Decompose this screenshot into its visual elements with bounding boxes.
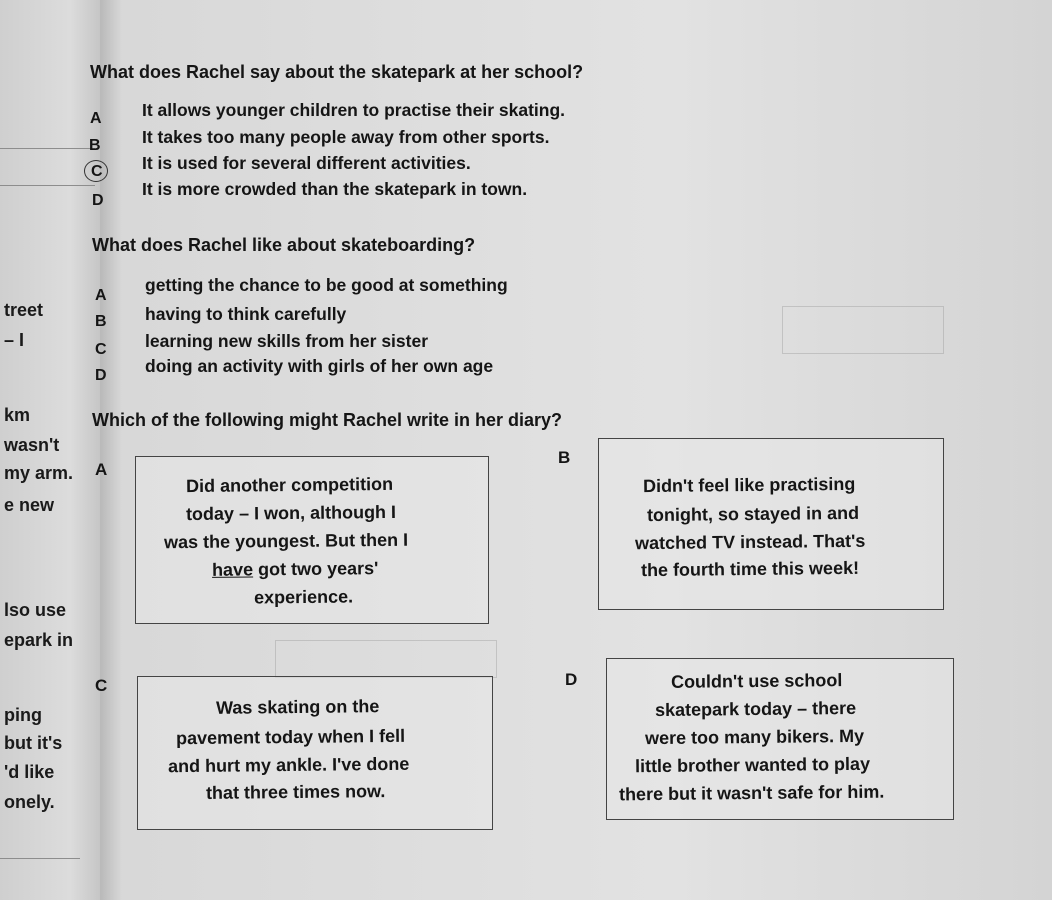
diary-c-line: Was skating on the [215,696,380,718]
left-page-rule [0,148,95,149]
diary-option-a-letter: A [95,460,108,479]
q1-option-a[interactable]: It allows younger children to practise their skating. [142,100,566,120]
left-page-fragment: onely. [4,792,55,812]
left-page-fragment: treet [4,300,44,320]
left-page-fragment: ping [4,705,42,725]
left-page-fragment: my arm. [4,463,74,483]
q2-option-a[interactable]: getting the chance to be good at something [145,275,508,295]
underlined-word: have [211,559,254,580]
diary-b-line: the fourth time this week! [640,557,860,581]
diary-a-line: experience. [253,586,354,608]
diary-a-line: today – I won, although I [185,501,397,525]
diary-option-d-letter: D [565,670,578,689]
q1-option-d-letter: D [92,192,104,209]
show-through-box [275,640,497,678]
diary-d-line: skatepark today – there [654,697,857,721]
diary-c-line: that three times now. [205,781,386,803]
left-page-fragment: wasn't [4,435,60,455]
q2-option-b[interactable]: having to think carefully [145,304,347,324]
diary-option-a-box[interactable] [135,456,489,624]
left-page-fragment: e new [4,495,55,515]
diary-a-line-4-rest: got two years' [257,558,379,580]
left-page-fragment: km [4,405,31,425]
diary-option-b-box[interactable] [598,438,944,610]
left-page-fragment: but it's [4,733,63,753]
left-page-fragment: 'd like [4,762,55,782]
q1-option-a-letter: A [90,110,102,127]
question-1-text: What does Rachel say about the skatepark at her school? [90,62,584,82]
q1-option-b-letter: B [89,137,101,154]
q1-option-d[interactable]: It is more crowded than the skatepark in town. [142,179,528,199]
diary-d-line: Couldn't use school [670,670,843,692]
diary-c-line: and hurt my ankle. I've done [167,753,410,777]
diary-a-line-4 [212,554,379,584]
q2-option-c-letter: C [95,341,107,358]
diary-d-line: there but it wasn't safe for him. [618,781,885,805]
diary-b-line: watched TV instead. That's [634,530,866,554]
left-page-fragment: – I [4,330,25,350]
left-page-fragment: epark in [4,630,74,650]
diary-d-line: were too many bikers. My [644,725,865,749]
q2-option-b-letter: B [95,313,107,330]
diary-a-line: was the youngest. But then I [163,529,409,553]
diary-option-c-box[interactable] [137,676,493,830]
diary-b-line: tonight, so stayed in and [646,502,860,526]
q1-option-b[interactable]: It takes too many people away from other sports. [142,127,550,147]
diary-option-d-box[interactable] [606,658,954,820]
left-page [0,0,100,900]
diary-c-line: pavement today when I fell [175,725,406,749]
q2-option-d-letter: D [95,367,107,384]
diary-d-line: little brother wanted to play [634,753,871,777]
show-through-box [782,306,944,354]
q2-option-a-letter: A [95,287,107,304]
left-page-fragment: lso use [4,600,67,620]
diary-option-b-letter: B [558,448,571,467]
left-page-rule [0,858,80,859]
q2-option-c[interactable]: learning new skills from her sister [145,331,429,351]
question-3-text: Which of the following might Rachel write in her diary? [92,410,563,430]
q2-option-d[interactable]: doing an activity with girls of her own age [145,356,494,376]
q1-option-c[interactable]: It is used for several different activities. [142,153,471,173]
diary-b-line: Didn't feel like practising [642,473,856,497]
q1-option-c-letter: C [91,163,103,180]
diary-option-c-letter: C [95,676,108,695]
left-page-rule [0,185,95,186]
question-2-text: What does Rachel like about skateboarding? [92,235,476,255]
diary-a-line: Did another competition [185,473,394,497]
